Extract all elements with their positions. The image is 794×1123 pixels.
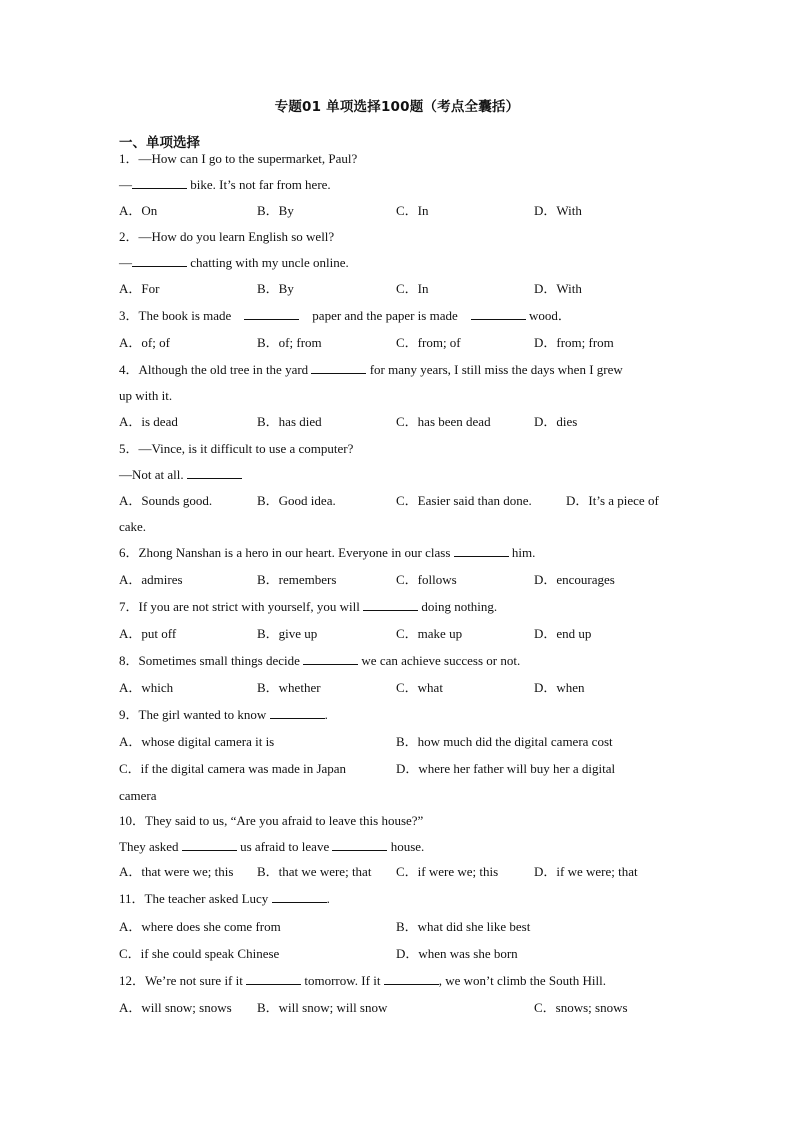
stem-text: house. [387,839,425,854]
question-7-stem [119,599,497,615]
question-8-option-a: A．which [119,680,174,695]
answer-blank [187,467,242,479]
question-4-option-a: A．is dead [119,414,178,429]
question-9-option-c: C．if the digital camera was made in Japan [119,761,347,776]
stem-text: 9．The girl wanted to know [119,707,267,722]
question-2-option-b: B．By [257,281,294,296]
question-2-option-c: C．In [396,281,429,296]
question-3-option-a: A．of; of [119,335,170,350]
question-12-stem [119,973,606,989]
stem-text: , we won’t climb the South Hill. [438,973,606,988]
answer-line-text: bike. It’s not far from here. [187,177,331,192]
question-3-option-c: C．from; of [396,335,461,350]
answer-blank [332,839,387,851]
dash: — [119,177,132,192]
stem-text: doing nothing. [418,599,498,614]
question-8-option-b: B．whether [257,680,321,695]
question-1-option-c: C．In [396,203,429,218]
question-6-option-b: B．remembers [257,572,337,587]
question-10-option-c: C．if were we; this [396,864,499,879]
answer-blank [246,973,301,985]
question-1-answer-line [119,177,331,193]
stem-text: us afraid to leave [236,839,330,854]
question-11-option-d: D．when was she born [396,946,518,961]
question-10-option-a: A．that were we; this [119,864,234,879]
answer-blank [132,255,187,267]
answer-blank [182,839,237,851]
question-10-option-b: B．that we were; that [257,864,372,879]
stem-text: tomorrow. If it [301,973,381,988]
question-7-option-d: D．end up [534,626,592,641]
question-11-option-b: B．what did she like best [396,919,531,934]
stem-text: we can achieve success or not. [358,653,521,668]
question-4-option-b: B．has died [257,414,322,429]
question-12-option-a: A．will snow; snows [119,1000,232,1015]
question-10-stem-cont [119,839,424,855]
question-1-option-b: B．By [257,203,294,218]
question-5-option-a: A．Sounds good. [119,493,213,508]
question-9-option-d: D．where her father will buy her a digital [396,761,616,776]
question-1-option-a: A．On [119,203,158,218]
question-5-option-d: D．It’s a piece of [566,493,659,508]
stem-text: 3．The book is made [119,308,232,323]
stem-text: for many years, I still miss the days when I grew [366,362,623,377]
question-11-option-c: C．if she could speak Chinese [119,946,280,961]
question-3-stem [119,308,571,324]
stem-text: 6．Zhong Nanshan is a hero in our heart. Everyone in our class [119,545,451,560]
question-9-option-d-cont: camera [119,788,157,803]
question-3-option-d: D．from; from [534,335,614,350]
answer-blank [311,362,366,374]
question-6-option-c: C．follows [396,572,457,587]
question-2-stem: 2．—How do you learn English so well? [119,229,335,244]
page-title: 专题01 单项选择100题（考点全囊括） [274,99,520,115]
question-1-stem: 1．—How can I go to the supermarket, Paul? [119,151,358,166]
question-2-option-d: D．With [534,281,582,296]
answer-blank [471,308,526,320]
question-4-option-c: C．has been dead [396,414,491,429]
stem-text: paper and the paper is made [312,308,458,323]
question-10-stem: 10．They said to us, “Are you afraid to leave this house?” [119,813,424,828]
question-10-option-d: D．if we were; that [534,864,638,879]
dash: — [119,255,132,270]
question-9-option-a: A．whose digital camera it is [119,734,275,749]
stem-text: wood． [529,308,571,323]
question-11-option-a: A．where does she come from [119,919,281,934]
stem-text: 4．Although the old tree in the yard [119,362,309,377]
question-12-option-c: C．snows; snows [534,1000,628,1015]
question-4-stem [119,362,623,378]
answer-blank [244,308,299,320]
question-5-option-d-cont: cake. [119,519,147,534]
stem-text: him. [508,545,536,560]
question-8-option-d: D．when [534,680,585,695]
answer-blank [132,177,187,189]
answer-blank [384,973,439,985]
question-7-option-c: C．make up [396,626,463,641]
question-2-answer-line [119,255,349,271]
question-6-stem [119,545,535,561]
question-4-option-d: D．dies [534,414,578,429]
question-8-option-c: C．what [396,680,443,695]
answer-line-text: chatting with my uncle online. [187,255,349,270]
answer-blank [454,545,509,557]
answer-blank [270,707,325,719]
question-11-stem [119,891,330,907]
question-5-option-b: B．Good idea. [257,493,336,508]
question-5-answer-line [119,467,242,483]
question-8-stem [119,653,520,669]
stem-text: 12．We’re not sure if it [119,973,243,988]
question-12-option-b: B．will snow; will snow [257,1000,388,1015]
question-7-option-b: B．give up [257,626,318,641]
question-4-stem-cont: up with it. [119,388,173,403]
question-7-option-a: A．put off [119,626,177,641]
answer-blank [272,891,327,903]
question-6-option-a: A．admires [119,572,183,587]
question-9-stem [119,707,328,723]
stem-text: They asked [119,839,179,854]
question-5-stem: 5．—Vince, is it difficult to use a computer? [119,441,354,456]
stem-text: 8．Sometimes small things decide [119,653,300,668]
question-2-option-a: A．For [119,281,160,296]
question-6-option-d: D．encourages [534,572,615,587]
stem-text: 7．If you are not strict with yourself, you will [119,599,360,614]
stem-text: 11．The teacher asked Lucy [119,891,269,906]
section-heading: 一、单项选择 [119,135,200,151]
question-1-option-d: D．With [534,203,582,218]
answer-blank [303,653,358,665]
stem-text: . [326,891,330,906]
question-9-option-b: B．how much did the digital camera cost [396,734,613,749]
question-5-option-c: C．Easier said than done. [396,493,532,508]
stem-text: —Not at all. [119,467,187,482]
question-3-option-b: B．of; from [257,335,322,350]
answer-blank [363,599,418,611]
stem-text: . [324,707,328,722]
